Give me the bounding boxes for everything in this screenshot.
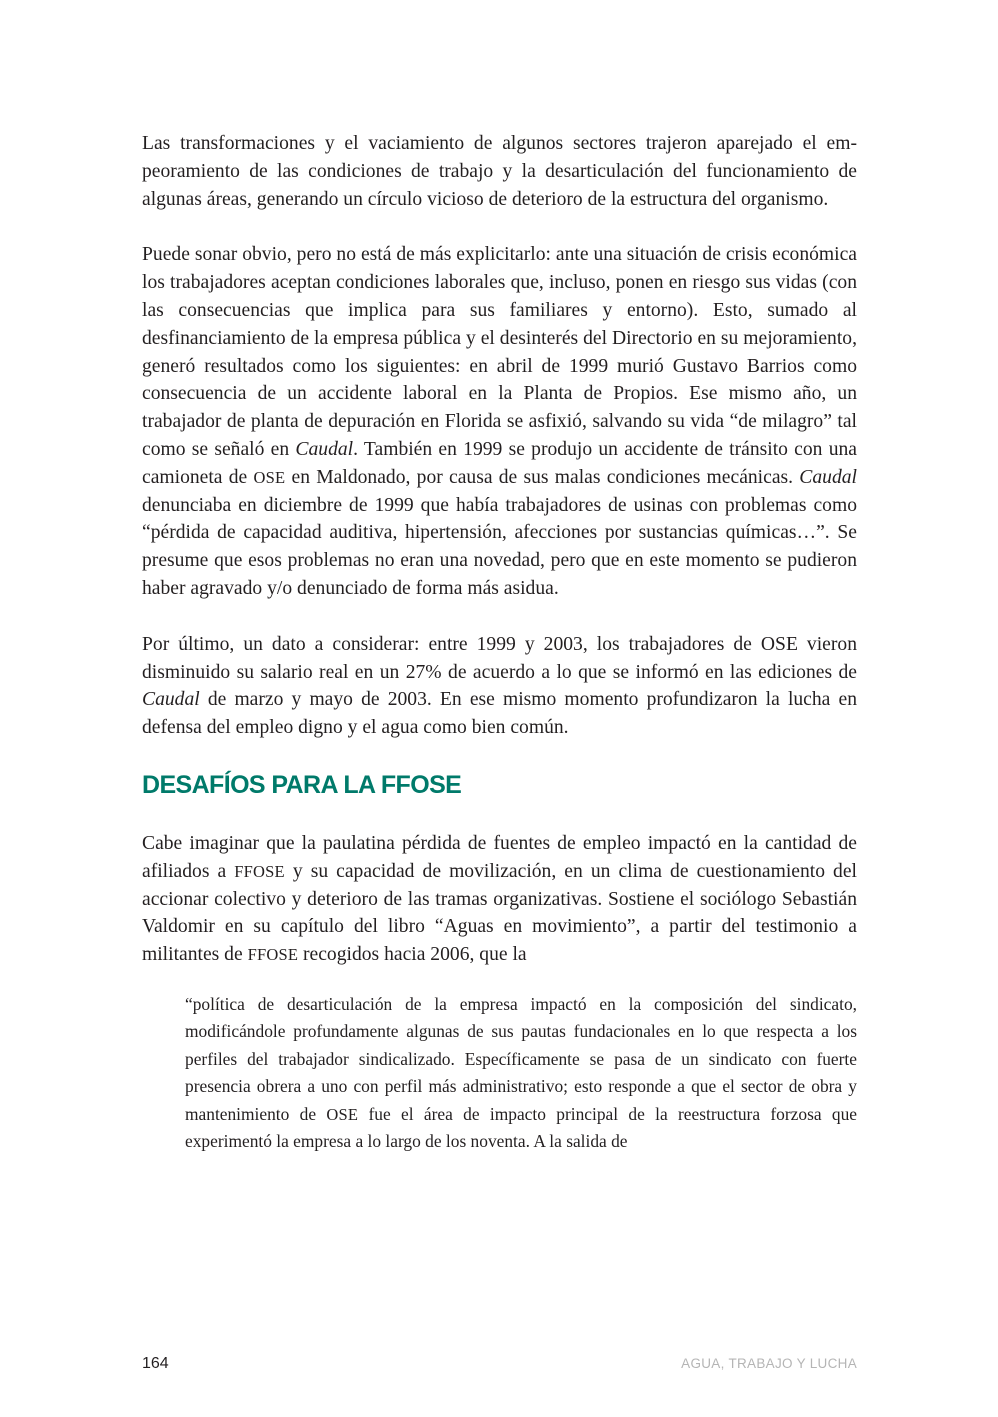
- acronym-ose: OSE: [326, 1104, 359, 1124]
- paragraph-crisis-economica: [142, 241, 857, 602]
- section-heading: DESAFÍOS PARA LA FFOSE: [142, 770, 462, 799]
- text-run: en Maldonado, por causa de sus malas condiciones mecánicas.: [285, 466, 800, 488]
- paragraph-desafios: [142, 830, 857, 969]
- acronym-ffose: FFOSE: [234, 861, 285, 881]
- publication-title-caudal: Caudal: [799, 466, 857, 488]
- page-number: 164: [142, 1355, 169, 1372]
- text-run: . También en 1999 se produjo un accidente de tránsito con una camioneta de: [142, 438, 858, 488]
- running-title: AGUA, TRABAJO Y LUCHA: [681, 1356, 857, 1371]
- text-run: Por último, un dato a considerar: entre 1999 y 2003, los trabajadores de OSE vieron disminuido su salario real en un 27% de acuerdo a lo que se informó en las ediciones de: [142, 633, 857, 683]
- text-run: fue el área de impacto principal de la reestructura forzosa que experimentó la empresa a lo largo de los noventa. A la salida de: [185, 1103, 858, 1152]
- publication-title-caudal: Caudal: [142, 689, 200, 711]
- page-footer: [142, 1355, 857, 1375]
- text-run: denunciaba en diciembre de 1999 que había trabajadores de usinas con problemas como “pérdida de capacidad auditiva, hipertensión, afecciones por sustancias químicas…”. Se presume que esos problemas no eran una novedad, pero que en este momento se pudieron haber agravado y/o denunciado de forma más asidua.: [142, 494, 857, 599]
- text-run: Cabe imaginar que la paulatina pérdida de fuentes de empleo impactó en la cantidad de afiliados a: [142, 832, 857, 882]
- text-run: y su capacidad de movilización, en un clima de cuestionamiento del accionar colectivo y deterioro de las tramas organizativas. Sostiene el sociólogo Sebastián Valdomir en su capítulo del libro “Aguas en movimiento”, a partir del testimonio a militantes de: [142, 860, 857, 966]
- text-run: “política de desarticulación de la empresa impactó en la composición del sindicato, modificándole profundamente algunas de sus pautas fundacionales en lo que respecta a los perfiles del trabajador sindicalizado. Específicamente se pasa de un sindicato con fuerte presencia obrera a uno con perfil más administrativo; esto responde a que el sector de obra y mantenimiento de: [185, 993, 857, 1124]
- paragraph-transformaciones: Las transformaciones y el vaciamiento de algunos sectores trajeron aparejado el empeoramiento de las condiciones de trabajo y la desarticulación del funcionamiento de algunas áreas, generando un círculo vicioso de deterioro de la estructura del organismo.: [142, 133, 857, 210]
- block-quote: [185, 991, 857, 1156]
- acronym-ffose: FFOSE: [247, 945, 299, 965]
- acronym-ose: OSE: [253, 467, 286, 487]
- text-run: Puede sonar obvio, pero no está de más explicitarlo: ante una situación de crisis económica los trabajadores aceptan condiciones laborales que, incluso, ponen en riesgo sus vidas (con las consecuencias que implica para sus familiares y entorno). Esto, sumado al desfinanciamiento de la empresa pública y el desinterés del Directorio en su mejoramiento, generó resultados como los siguientes: en abril de 1999 murió Gustavo Barrios como consecuencia de un accidente laboral en la Planta de Propios. Ese mismo año, un trabajador de planta de depuración en Florida se asfixió, salvando su vida “de milagro” tal como se señaló en: [142, 244, 857, 460]
- text-run: recogidos hacia 2006, que la: [298, 944, 527, 966]
- text-run: de marzo y mayo de 2003. En ese mismo momento profundizaron la lucha en defensa del empleo digno y el agua como bien común.: [142, 689, 857, 739]
- page-body: [142, 130, 857, 1156]
- paragraph-salario-real: [142, 631, 857, 742]
- publication-title-caudal: Caudal: [295, 438, 354, 460]
